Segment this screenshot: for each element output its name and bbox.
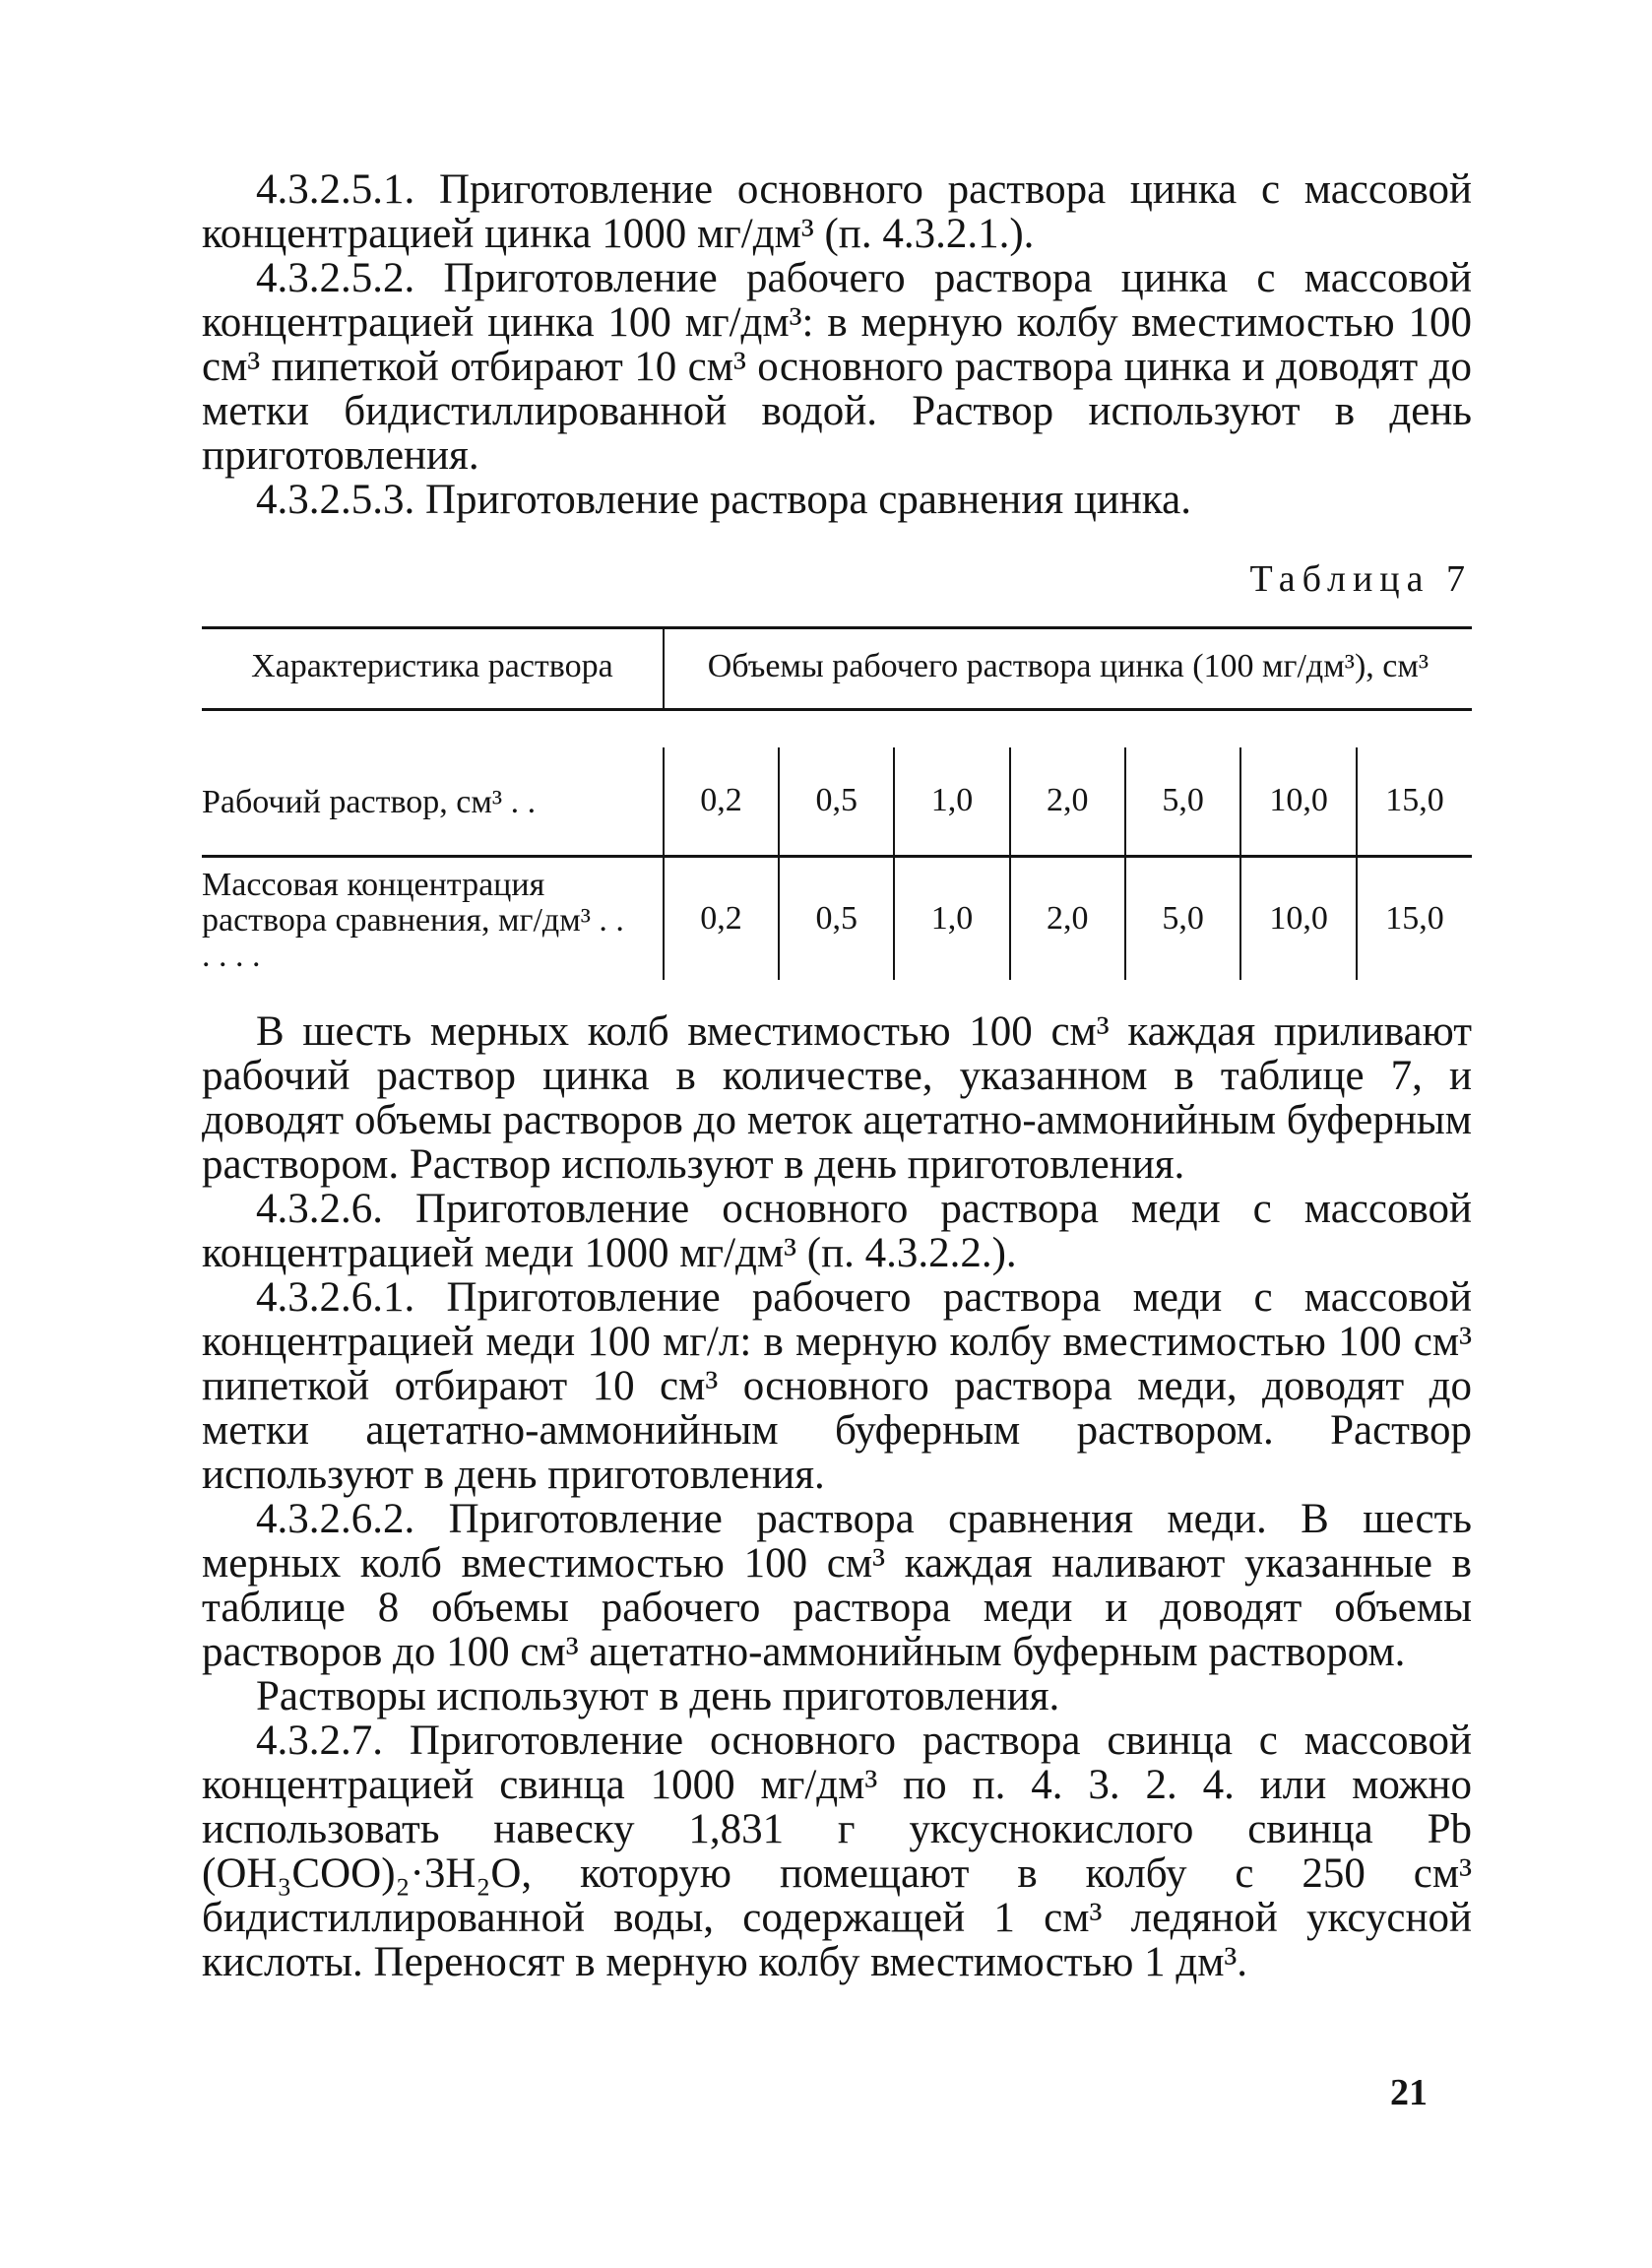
table-header-row [202, 628, 1472, 710]
table-cell: 0,5 [779, 747, 894, 857]
page-number: 21 [1390, 2072, 1428, 2113]
table-cell: 5,0 [1125, 856, 1240, 980]
table-cell: 15,0 [1357, 856, 1472, 980]
paragraph-4-3-2-5-1: 4.3.2.5.1. Приготовление основного раствора цинка с массовой концентрацией цинка 1000 мг/дм³ (п. 4.3.2.1.). [202, 166, 1472, 257]
table-cell: 5,0 [1125, 747, 1240, 857]
row-label-mass-concentration: Массовая концентрация раствора сравнения, мг/дм³ . . . . . . [202, 866, 624, 974]
table-cell: 0,5 [779, 856, 894, 980]
paragraph-4-3-2-7: 4.3.2.7. Приготовление основного раствора свинца с массовой концентрацией свинца 1000 мг/дм³ по п. 4. 3. 2. 4. или можно использовать навеску 1,831 г уксуснокислого свинца Pb (OH₃COO)₂·3H₂O, которую помещают в колбу с 250 см³ бидистиллированной воды, содержащей 1 см³ ледяной уксусной кислоты. Переносят в мерную колбу вместимостью 1 дм³. [202, 1717, 1472, 1985]
table-7 [202, 626, 1472, 980]
table-cell: 2,0 [1010, 856, 1125, 980]
table-cell: 0,2 [664, 747, 779, 857]
header-characteristic: Характеристика раствора [202, 628, 664, 710]
paragraph-4-3-2-6-1: 4.3.2.6.1. Приготовление рабочего раствора меди с массовой концентрацией меди 100 мг/л: в мерную колбу вместимостью 100 см³ пипеткой отбирают 10 см³ основного раствора меди, доводят до метки ацетатно-аммонийным буферным раствором. Раствор используют в день приготовления. [202, 1273, 1472, 1498]
table-cell: 10,0 [1240, 856, 1357, 980]
table-cell: 10,0 [1240, 747, 1357, 857]
paragraph-solutions-use: Растворы используют в день приготовления. [256, 1672, 1060, 1719]
row-label-working-solution: Рабочий раствор, см³ . . [202, 747, 664, 857]
header-volumes: Объемы рабочего раствора цинка (100 мг/дм³), см³ [664, 628, 1472, 710]
paragraph-six-flasks: В шесть мерных колб вместимостью 100 см³ каждая приливают рабочий раствор цинка в количестве, указанном в таблице 7, и доводят объемы растворов до меток ацетатно-аммонийным буферным раствором. Раствор используют в день приготовления. [202, 1007, 1472, 1188]
table-cell: 1,0 [894, 856, 1009, 980]
page-content [202, 167, 1472, 1984]
paragraph-4-3-2-6: 4.3.2.6. Приготовление основного раствора меди с массовой концентрацией меди 1000 мг/дм³ (п. 4.3.2.2.). [202, 1185, 1472, 1276]
paragraph-4-3-2-6-2: 4.3.2.6.2. Приготовление раствора сравнения меди. В шесть мерных колб вместимостью 100 см³ каждая наливают указанные в таблице 8 объемы рабочего раствора меди и доводят объемы растворов до 100 см³ ацетатно-аммонийным буферным раствором. [202, 1495, 1472, 1675]
table-caption: Таблица 7 [1249, 558, 1472, 600]
table-cell: 2,0 [1010, 747, 1125, 857]
table-row [202, 856, 1472, 980]
table-row [202, 747, 1472, 857]
table-cell: 1,0 [894, 747, 1009, 857]
paragraph-4-3-2-5-3: 4.3.2.5.3. Приготовление раствора сравнения цинка. [256, 477, 1191, 523]
table-cell: 0,2 [664, 856, 779, 980]
paragraph-4-3-2-5-2: 4.3.2.5.2. Приготовление рабочего раствора цинка с массовой концентрацией цинка 100 мг/дм³: в мерную колбу вместимостью 100 см³ пипеткой отбирают 10 см³ основного раствора цинка и доводят до метки бидистиллированной водой. Раствор используют в день приготовления. [202, 255, 1472, 479]
table-cell: 15,0 [1357, 747, 1472, 857]
